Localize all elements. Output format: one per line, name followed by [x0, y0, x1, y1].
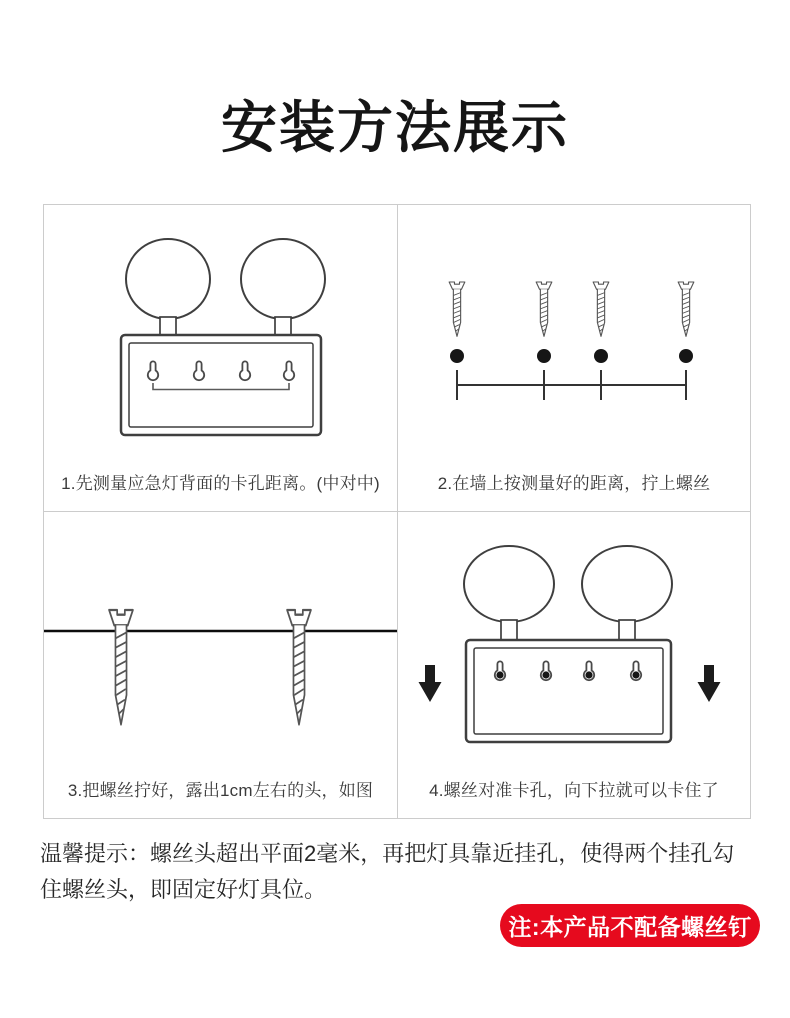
step-1-illustration: [44, 205, 397, 469]
down-arrow-icon: [419, 665, 442, 702]
emergency-light-mounting-icon: [404, 537, 744, 750]
steps-grid: [43, 204, 751, 819]
step-panel-1: [44, 205, 398, 512]
step-2-illustration: [398, 205, 750, 469]
screws-and-spacing-line-icon: [439, 278, 709, 410]
step-panel-2: [398, 205, 750, 512]
step-caption: 2.在墙上按测量好的距离，拧上螺丝: [437, 473, 711, 493]
step-caption: 3.把螺丝拧好，露出1cm左右的头，如图: [67, 781, 374, 800]
step-4-illustration: [398, 512, 750, 777]
step-3-illustration: [44, 512, 397, 777]
screws-in-wall-icon: [44, 520, 397, 762]
installation-tip: 温馨提示：螺丝头超出平面2毫米，再把灯具靠近挂孔，使得两个挂孔勾住螺丝头，即固定好灯具位。: [40, 841, 735, 902]
down-arrow-icon: [698, 665, 721, 702]
emergency-light-diagram-icon: [116, 231, 326, 443]
step-caption: 1.先测量应急灯背面的卡孔距离。(中对中): [61, 473, 380, 493]
page-title: 安装方法展示: [221, 96, 569, 159]
step-caption: 4.螺丝对准卡孔，向下拉就可以卡住了: [429, 781, 719, 800]
step-panel-3: [44, 512, 398, 819]
no-screws-note-badge: 注:本产品不配备螺丝钉: [500, 904, 760, 947]
step-panel-4: [398, 512, 750, 819]
